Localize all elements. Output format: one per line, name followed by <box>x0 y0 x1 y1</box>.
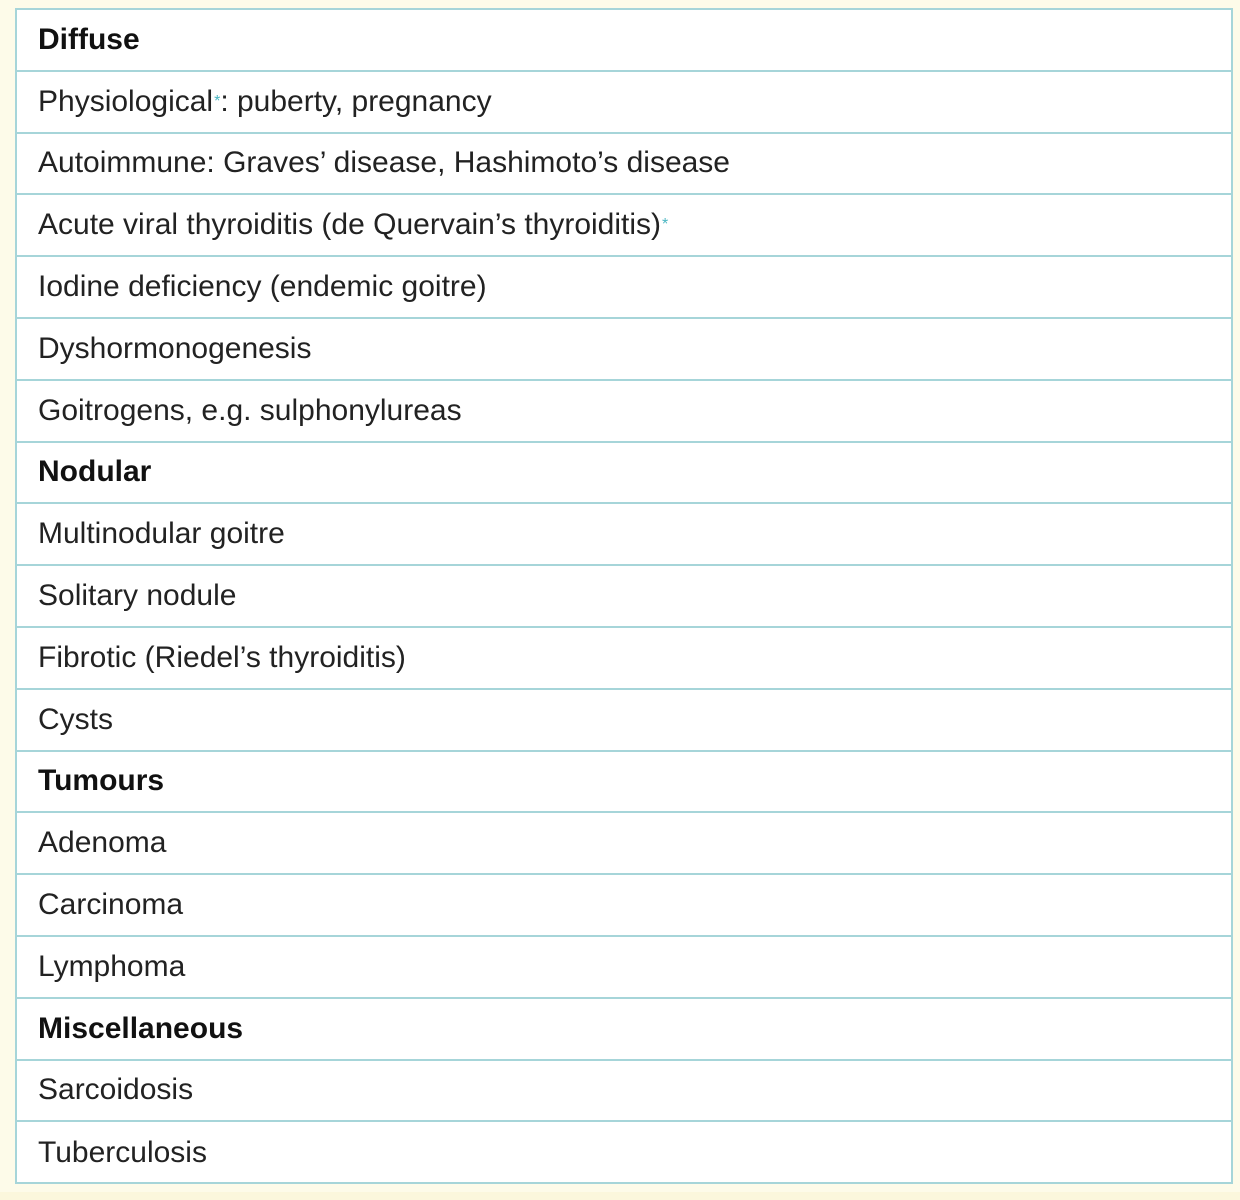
row-text-continued: : puberty, pregnancy <box>220 84 492 118</box>
table-row: Physiological * : puberty, pregnancy <box>17 72 1231 134</box>
row-text: Acute viral thyroiditis (de Quervain’s thyroiditis) <box>38 208 662 242</box>
row-text: Cysts <box>38 702 113 736</box>
row-text: Multinodular goitre <box>38 517 285 551</box>
section-heading-tumours <box>17 752 1231 814</box>
table-row <box>17 257 1231 319</box>
table-row <box>17 319 1231 381</box>
row-text: Miscellaneous <box>38 1011 244 1045</box>
table-row <box>17 134 1231 196</box>
row-text: Diffuse <box>38 22 140 56</box>
table-row <box>17 937 1231 999</box>
table-row <box>17 566 1231 628</box>
row-text: Sarcoidosis <box>38 1073 194 1107</box>
row-text: Tuberculosis <box>38 1136 207 1170</box>
section-heading-nodular <box>17 443 1231 505</box>
row-text: Lymphoma <box>38 949 186 983</box>
row-text: Autoimmune: Graves’ disease, Hashimoto’s disease <box>38 146 730 180</box>
page-bottom-band <box>0 1192 1240 1200</box>
row-text: Tumours <box>38 764 165 798</box>
row-text: Adenoma <box>38 826 167 860</box>
row-text: Fibrotic (Riedel’s thyroiditis) <box>38 640 406 674</box>
section-heading-diffuse <box>17 10 1231 72</box>
table-row: Acute viral thyroiditis (de Quervain’s thyroiditis) * <box>17 195 1231 257</box>
goitre-causes-table <box>15 8 1233 1184</box>
table-row <box>17 813 1231 875</box>
table-row <box>17 690 1231 752</box>
table-row <box>17 504 1231 566</box>
table-row <box>17 1122 1231 1184</box>
table-row <box>17 875 1231 937</box>
row-text: Dyshormonogenesis <box>38 331 312 365</box>
row-text: Nodular <box>38 455 152 489</box>
table-row <box>17 628 1231 690</box>
row-text: Iodine deficiency (endemic goitre) <box>38 270 487 304</box>
row-text: Goitrogens, e.g. sulphonylureas <box>38 393 462 427</box>
row-text: Physiological <box>38 84 214 118</box>
section-heading-miscellaneous <box>17 999 1231 1061</box>
table-row <box>17 1061 1231 1123</box>
row-text: Solitary nodule <box>38 579 237 613</box>
table-row <box>17 381 1231 443</box>
row-text: Carcinoma <box>38 888 184 922</box>
